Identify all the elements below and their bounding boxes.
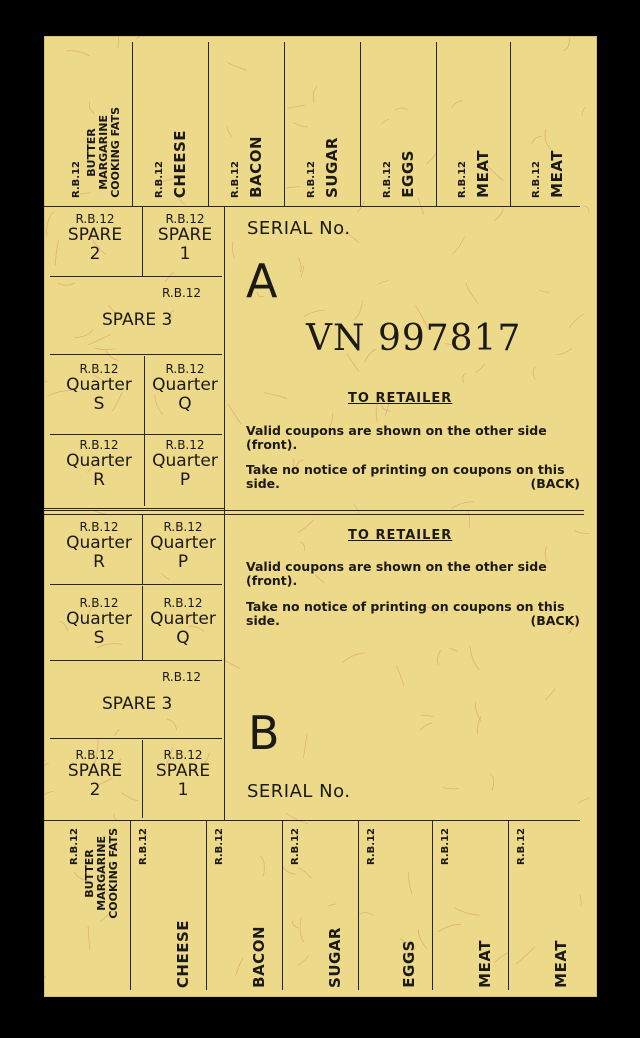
section-a-serial-number: VN 997817 xyxy=(306,318,522,359)
coupon-b-spare-3-rb: R.B.12 xyxy=(162,670,202,684)
coupon-b-quarter-q: R.B.12 Quarter Q xyxy=(150,596,216,648)
bottom-coupon-meat-2: R.B.12 MEAT xyxy=(516,828,570,988)
coupon-a-quarter-r: R.B.12 Quarter R xyxy=(66,438,132,490)
section-b-retailer-text-2: Take no notice of printing on coupons on this side. (BACK) xyxy=(246,599,580,628)
section-a-letter: A xyxy=(246,254,278,308)
section-b-serial-label: SERIAL No. xyxy=(247,781,351,802)
section-a-serial-label: SERIAL No. xyxy=(247,218,351,239)
top-coupon-eggs: R.B.12 EGGS xyxy=(381,150,417,198)
section-a-retailer-text-2: Take no notice of printing on coupons on this side. (BACK) xyxy=(246,462,580,491)
coupon-a-spare-1: R.B.12 SPARE 1 xyxy=(157,212,213,264)
coupon-a-spare-2: R.B.12 SPARE 2 xyxy=(67,212,123,264)
top-coupon-butter: R.B.12 BUTTER MARGARINE COOKING FATS xyxy=(71,107,122,198)
section-a-retailer-title: TO RETAILER xyxy=(348,391,453,406)
section-a-back-label: (BACK) xyxy=(530,476,580,491)
coupon-b-quarter-s: R.B.12 Quarter S xyxy=(66,596,132,648)
section-b-letter: B xyxy=(248,706,280,760)
section-a-coupons xyxy=(44,206,224,508)
bottom-coupon-butter: R.B.12 BUTTER MARGARINE COOKING FATS xyxy=(69,828,120,919)
bottom-coupon-strip xyxy=(44,820,597,997)
perforation-line xyxy=(44,510,584,511)
coupon-b-spare-2: R.B.12 SPARE 2 xyxy=(67,748,123,800)
coupon-b-quarter-r: R.B.12 Quarter R xyxy=(66,520,132,572)
section-b-retailer-text-1: Valid coupons are shown on the other side (front). xyxy=(246,559,547,588)
coupon-a-quarter-p: R.B.12 Quarter P xyxy=(152,438,218,490)
bottom-coupon-eggs: R.B.12 EGGS xyxy=(366,828,418,988)
coupon-b-quarter-p: R.B.12 Quarter P xyxy=(150,520,216,572)
top-coupon-bacon: R.B.12 BACON xyxy=(229,136,265,198)
bottom-coupon-cheese: R.B.12 CHEESE xyxy=(138,828,192,988)
top-coupon-meat-1: R.B.12 MEAT xyxy=(456,150,492,198)
coupon-b-spare-1: R.B.12 SPARE 1 xyxy=(155,748,211,800)
coupon-a-spare-3-rb: R.B.12 xyxy=(162,286,202,300)
top-coupon-strip xyxy=(44,36,597,206)
bottom-coupon-bacon: R.B.12 BACON xyxy=(214,828,268,988)
coupon-a-quarter-q: R.B.12 Quarter Q xyxy=(152,362,218,414)
top-coupon-sugar: R.B.12 SUGAR xyxy=(305,137,341,198)
section-b-retailer-title: TO RETAILER xyxy=(348,528,453,543)
coupon-a-quarter-s: R.B.12 Quarter S xyxy=(66,362,132,414)
section-b-coupons xyxy=(44,514,224,820)
coupon-a-spare-3: SPARE 3 xyxy=(102,310,173,330)
top-coupon-cheese: R.B.12 CHEESE xyxy=(153,129,189,198)
bottom-coupon-meat-1: R.B.12 MEAT xyxy=(440,828,494,988)
section-a-retailer-text-1: Valid coupons are shown on the other side (front). xyxy=(246,423,547,452)
coupon-b-spare-3: SPARE 3 xyxy=(102,694,173,714)
bottom-coupon-sugar: R.B.12 SUGAR xyxy=(290,828,344,988)
top-coupon-meat-2: R.B.12 MEAT xyxy=(530,150,566,198)
ration-book-page xyxy=(44,36,597,997)
section-b-back-label: (BACK) xyxy=(530,613,580,628)
